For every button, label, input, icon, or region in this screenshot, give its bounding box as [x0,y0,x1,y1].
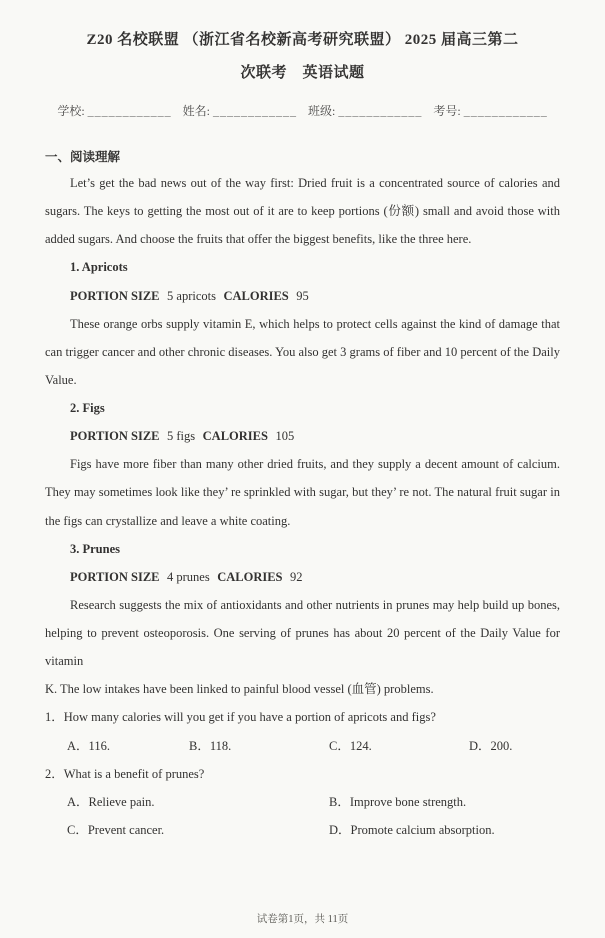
exam-title [45,24,560,90]
class-blank: ____________ [338,104,423,118]
question-2-options [45,788,560,844]
student-info-row [45,102,560,119]
question-2-stem: 2．What is a benefit of prunes? [45,766,205,781]
portion-size-value: 4 prunes [167,569,210,584]
portion-size-value: 5 figs [167,429,196,444]
school-blank: ____________ [87,104,172,118]
exam-title-line2: 次联考 英语试题 [240,65,365,81]
fruit-body-figs: Figs have more fiber than many other dried fruits, and they supply a decent amount of calcium. They may sometimes look like they’ re sprinkled with sugar, but they’ re not. The natural fruit sugar in the figs can crystallize and leave a white coating. [45,457,560,528]
question-2-option-b: B．Improve bone strength. [329,794,467,809]
portion-line-prunes [45,563,560,591]
calories-label: CALORIES [223,288,289,303]
section-heading-reading: 一、阅读理解 [45,150,121,164]
portion-size-label: PORTION SIZE [70,429,160,444]
calories-label: CALORIES [217,569,283,584]
fruit-heading-apricots: 1. Apricots [70,260,128,275]
portion-size-label: PORTION SIZE [70,569,160,584]
calories-value: 92 [290,569,303,584]
class-label: 班级: [308,104,336,118]
school-label: 学校: [57,104,85,118]
fruit-body-prunes: Research suggests the mix of antioxidants and other nutrients in prunes may help build up bones, helping to prevent osteoporosis. One serving of prunes has about 20 percent of the Daily Value for vitamin [45,597,560,669]
intro-paragraph: Let’s get the bad news out of the way first: Dried fruit is a concentrated source of calories and sugars. The keys to getting the most out of it are to keep portions (份额) small and avoid those with added sugars. And choose the fruits that offer the biggest benefits, like the three here. [45,176,560,247]
portion-size-label: PORTION SIZE [70,288,160,303]
exam-no-label: 考号: [433,104,461,118]
question-1-option-a: A．116. [67,738,110,753]
question-2-option-c: C．Prevent cancer. [67,822,165,837]
reading-section [45,147,560,844]
calories-value: 95 [296,288,309,303]
exam-no-blank: ____________ [463,104,548,118]
portion-line-apricots [45,282,560,310]
name-blank: ____________ [213,104,297,118]
question-1-option-b: B．118. [189,738,232,753]
question-1-options [45,732,560,760]
question-1-option-d: D．200. [469,738,513,753]
exam-title-line1: Z20 名校联盟 （浙江省名校新高考研究联盟） 2025 届高三第二 [86,32,519,48]
calories-label: CALORIES [202,429,268,444]
calories-value: 105 [275,429,295,444]
question-1-stem: 1．How many calories will you get if you have a portion of apricots and figs? [45,710,436,725]
question-2-option-d: D．Promote calcium absorption. [329,822,495,837]
vitamin-k-line: K. The low intakes have been linked to painful blood vessel (血管) problems. [45,682,434,697]
portion-size-value: 5 apricots [167,288,216,303]
fruit-heading-figs: 2. Figs [70,401,105,415]
question-2-option-a: A．Relieve pain. [67,794,155,809]
name-label: 姓名: [182,104,210,118]
fruit-heading-prunes: 3. Prunes [70,541,120,556]
page-footer: 试卷第1页，共 11页 [256,914,349,925]
portion-line-figs [45,422,560,450]
fruit-body-apricots: These orange orbs supply vitamin E, which helps to protect cells against the kind of damage that can trigger cancer and other chronic diseases. You also get 3 grams of fiber and 10 percent of the Daily Value. [45,316,560,387]
question-1-option-c: C．124. [329,738,372,753]
